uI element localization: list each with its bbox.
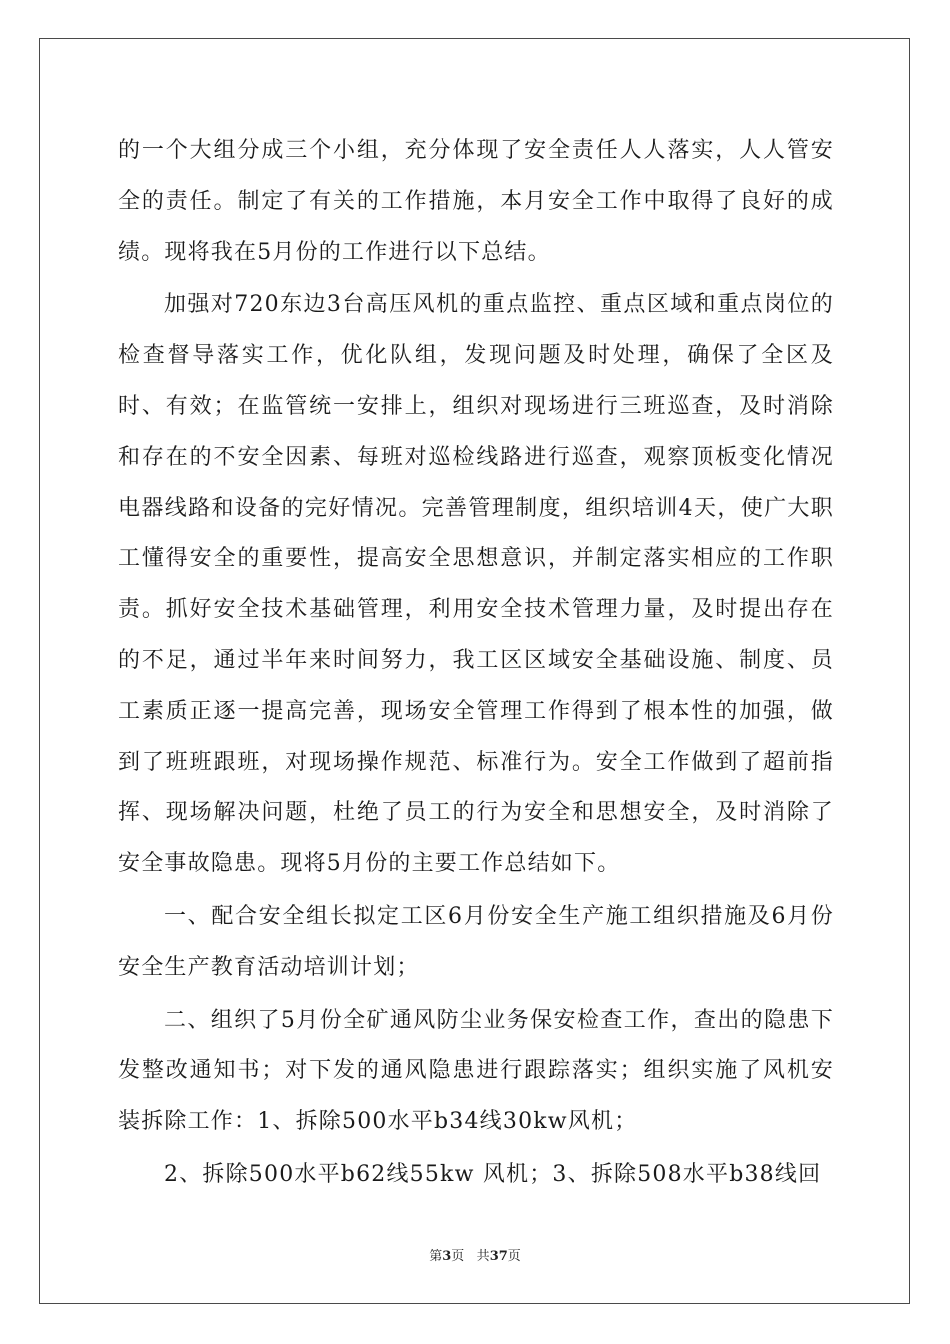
page-prefix: 第 — [429, 1249, 443, 1264]
document-body — [118, 126, 834, 1201]
page-footer — [0, 1245, 950, 1264]
page-total: 37 — [489, 1249, 508, 1264]
total-prefix: 共 — [476, 1249, 490, 1264]
page-suffix: 页 — [451, 1249, 465, 1264]
paragraph-5: 2、拆除500水平b62线55kw 风机；3、拆除508水平b38线回 — [164, 1161, 822, 1187]
page-current: 3 — [442, 1249, 452, 1264]
paragraph-2: 加强对720东边3台高压风机的重点监控、重点区域和重点岗位的检查督导落实工作，优化队组，发现问题及时处理，确保了全区及时、有效；在监管统一安排上，组织对现场进行三班巡查，及时消除和存在的不安全因素、每班对巡检线路进行巡查，观察顶板变化情况电器线路和设备的完好情况。完善管理制度，组织培训4天，使广大职工懂得安全的重要性，提高安全思想意识，并制定落实相应的工作职责。抓好安全技术基础管理，利用安全技术管理力量，及时提出存在的不足，通过半年来时间努力，我工区区域安全基础设施、制度、员工素质正逐一提高完善，现场安全管理工作得到了根本性的加强，做到了班班跟班，对现场操作规范、标准行为。安全工作做到了超前指挥、现场解决问题，杜绝了员工的行为安全和思想安全，及时消除了安全事故隐患。现将5月份的主要工作总结如下。 — [118, 292, 834, 877]
paragraph-1: 的一个大组分成三个小组，充分体现了安全责任人人落实，人人管安全的责任。制定了有关的工作措施，本月安全工作中取得了良好的成绩。现将我在5月份的工作进行以下总结。 — [118, 138, 834, 265]
paragraph-3: 一、配合安全组长拟定工区6月份安全生产施工组织措施及6月份安全生产教育活动培训计划； — [118, 903, 834, 980]
paragraph-4: 二、组织了5月份全矿通风防尘业务保安检查工作，查出的隐患下发整改通知书；对下发的通风隐患进行跟踪落实；组织实施了风机安装拆除工作：1、拆除500水平b34线30kw风机； — [118, 1007, 834, 1135]
total-suffix: 页 — [507, 1249, 521, 1264]
